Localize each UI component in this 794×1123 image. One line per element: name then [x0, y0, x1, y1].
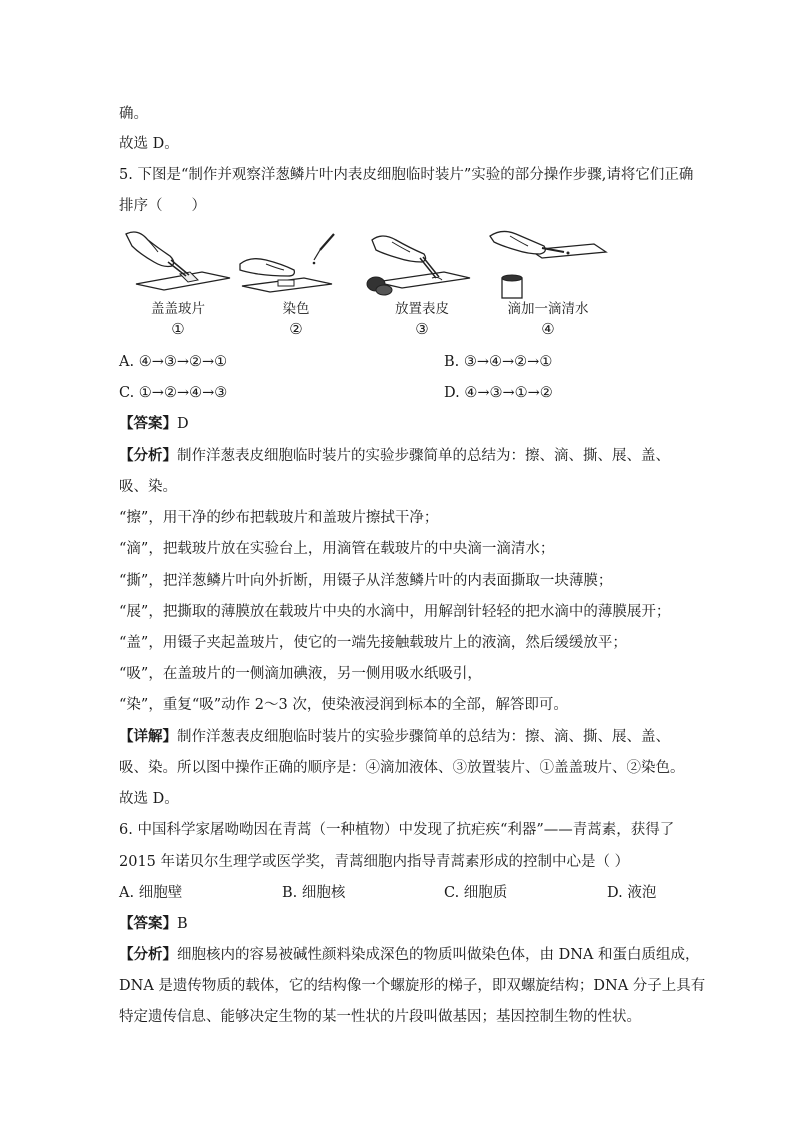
step-ca: “擦”，用干净的纱布把载玻片和盖玻片擦拭干净；	[119, 510, 439, 526]
text-line: 确。	[119, 106, 148, 122]
detail-tag: 【详解】	[119, 728, 177, 745]
detail-text: 制作洋葱表皮细胞临时装片的实验步骤简单的总结为：擦、滴、撕、展、盖、	[177, 729, 670, 745]
q5-option-a: A. ④→③→②→①	[119, 354, 228, 370]
q6-option-d: D. 液泡	[607, 885, 657, 901]
q6-answer	[119, 914, 188, 934]
figure-step-label: 染色	[282, 301, 310, 317]
step-gai: “盖”，用镊子夹起盖玻片，使它的一端先接触载玻片上的液滴，然后缓缓放平；	[119, 635, 627, 651]
figure-step-number: ③	[415, 320, 429, 338]
q6-option-c: C. 细胞质	[444, 885, 508, 901]
hand-tweezers-coverslip-icon	[118, 226, 238, 300]
hand-dropper-water-icon	[488, 226, 608, 300]
figure-step-1	[118, 226, 238, 346]
q6-option-b: B. 细胞核	[282, 885, 346, 901]
q5-answer	[119, 414, 189, 434]
figure-step-2	[236, 226, 356, 346]
text-line: 故选 D。	[119, 791, 179, 807]
q6-analysis	[119, 945, 700, 965]
step-ran: “染”，重复“吸”动作 2～3 次，使染液浸润到标本的全部，解答即可。	[119, 697, 568, 713]
question-6-stem: 2015 年诺贝尔生理学或医学奖，青蒿细胞内指导青蒿素形成的控制中心是（ ）	[119, 854, 630, 870]
step-di: “滴”，把载玻片放在实验台上，用滴管在载玻片的中央滴一滴清水；	[119, 541, 555, 557]
q5-detail	[119, 727, 670, 747]
question-6-stem: 6. 中国科学家屠呦呦因在青蒿（一种植物）中发现了抗疟疾“利器”——青蒿素，获得了	[119, 822, 675, 838]
figure-step-number: ④	[541, 320, 555, 338]
figure-step-label: 盖盖玻片	[151, 301, 205, 317]
step-zhan: “展”，把撕取的薄膜放在载玻片中央的水滴中，用解剖针轻轻的把水滴中的薄膜展开；	[119, 604, 671, 620]
answer-tag: 【答案】	[119, 915, 177, 932]
analysis-tag: 【分析】	[119, 447, 177, 464]
analysis-text: 细胞核内的容易被碱性颜料染成深色的物质叫做染色体，由 DNA 和蛋白质组成，	[177, 947, 700, 963]
analysis-tag: 【分析】	[119, 946, 177, 963]
answer-value: D	[177, 416, 189, 432]
text-line: 吸、染。	[119, 479, 177, 495]
q5-analysis	[119, 446, 670, 466]
q5-option-b: B. ③→④→②→①	[444, 354, 553, 370]
experiment-steps-figure	[118, 226, 608, 346]
figure-step-label: 滴加一滴清水	[507, 301, 589, 317]
figure-step-3	[362, 226, 482, 346]
figure-step-number: ①	[171, 320, 185, 338]
figure-step-4	[488, 226, 608, 346]
analysis-text: 制作洋葱表皮细胞临时装片的实验步骤简单的总结为：擦、滴、撕、展、盖、	[177, 448, 670, 464]
text-line: 故选 D。	[119, 136, 179, 152]
step-xi: “吸”，在盖玻片的一侧滴加碘液，另一侧用吸水纸吸引，	[119, 666, 482, 682]
text-line: 吸、染。所以图中操作正确的顺序是：④滴加液体、③放置装片、①盖盖玻片、②染色。	[119, 760, 685, 776]
hand-dropper-stain-icon	[236, 226, 356, 300]
q5-option-c: C. ①→②→④→③	[119, 385, 228, 401]
question-5-stem: 5. 下图是“制作并观察洋葱鳞片叶内表皮细胞临时装片”实验的部分操作步骤,请将它们正确	[119, 167, 694, 183]
figure-step-number: ②	[289, 320, 303, 338]
text-line: 特定遗传信息、能够决定生物的某一性状的片段叫做基因；基因控制生物的性状。	[119, 1009, 641, 1025]
hand-tweezers-onion-icon	[362, 226, 482, 300]
step-si: “撕”，把洋葱鳞片叶向外折断，用镊子从洋葱鳞片叶的内表面撕取一块薄膜；	[119, 573, 613, 589]
q5-option-d: D. ④→③→①→②	[444, 385, 553, 401]
answer-tag: 【答案】	[119, 415, 177, 432]
q6-option-a: A. 细胞壁	[119, 885, 183, 901]
text-line: DNA 是遗传物质的载体，它的结构像一个螺旋形的梯子，即双螺旋结构；DNA 分子上具有	[119, 978, 706, 994]
figure-step-label: 放置表皮	[395, 301, 449, 317]
answer-value: B	[177, 916, 188, 932]
question-5-stem: 排序（ ）	[119, 198, 206, 214]
